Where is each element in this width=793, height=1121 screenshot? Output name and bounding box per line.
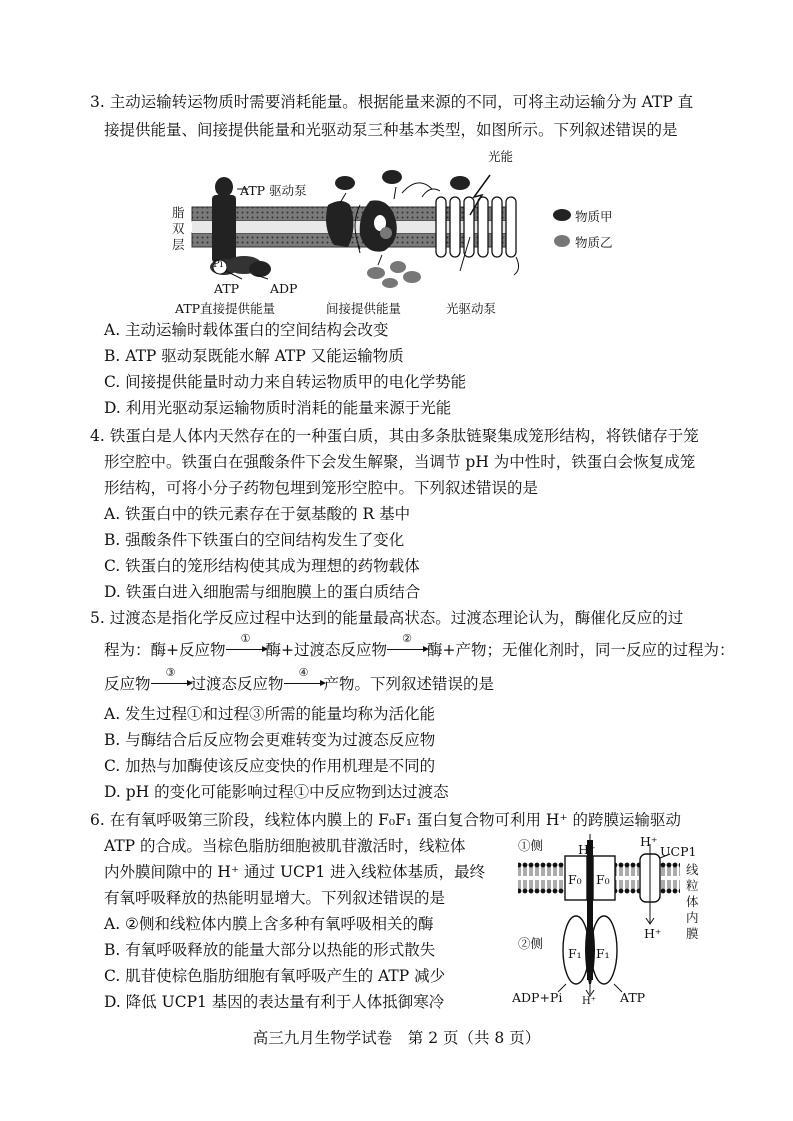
membrane-label-1: 线 bbox=[686, 862, 699, 877]
membrane-label-2: 粒 bbox=[686, 878, 699, 893]
q5-stem-line2 bbox=[104, 632, 735, 660]
light-energy-label: 光能 bbox=[488, 149, 514, 164]
step-4-label: ④ bbox=[298, 666, 309, 679]
ucp1-label: UCP1 bbox=[660, 844, 697, 859]
lipid-label-2: 双 bbox=[172, 221, 185, 236]
q4-option-b: B. 强酸条件下铁蛋白的空间结构发生了变化 bbox=[104, 531, 405, 549]
q5-option-a: A. 发生过程①和过程③所需的能量均称为活化能 bbox=[104, 705, 436, 723]
step-2-label: ② bbox=[402, 632, 412, 645]
caption-indirect: 间接提供能量 bbox=[326, 301, 402, 316]
q6-option-b: B. 有氧呼吸释放的能量大部分以热能的形式散失 bbox=[104, 941, 436, 959]
adp-pi-label: ADP+Pi bbox=[512, 990, 563, 1005]
q3-stem-line1: 3. 主动运输转运物质时需要消耗能量。根据能量来源的不同，可将主动运输分为 ATP 直 bbox=[90, 93, 694, 111]
q3-option-b: B. ATP 驱动泵既能水解 ATP 又能运输物质 bbox=[104, 347, 404, 365]
q4-stem-line2: 形空腔中。铁蛋白在强酸条件下会发生解聚，当调节 pH 为中性时，铁蛋白会恢复成笼 bbox=[104, 453, 696, 471]
q5-l2-part-a: 程为：酶+反应物 bbox=[104, 641, 226, 659]
q6-stem-line3: 内外膜间隙中的 H⁺ 通过 UCP1 进入线粒体基质，最终 bbox=[104, 863, 486, 881]
membrane-label-4: 内 bbox=[686, 910, 699, 925]
q6-option-d: D. 降低 UCP1 基因的表达量有利于人体抵御寒冷 bbox=[104, 993, 445, 1011]
q6-stem-line2: ATP 的合成。当棕色脂肪细胞被肌苷激活时，线粒体 bbox=[104, 837, 466, 855]
pi-label: Pi bbox=[213, 259, 223, 270]
q5-option-d: D. pH 的变化可能影响过程①中反应物到达过渡态 bbox=[104, 783, 449, 801]
q5-option-c: C. 加热与加酶使该反应变快的作用机理是不同的 bbox=[104, 757, 436, 775]
q6-option-c: C. 肌苷使棕色脂肪细胞有氧呼吸产生的 ATP 减少 bbox=[104, 967, 446, 985]
reaction-arrow-3 bbox=[151, 666, 191, 694]
q3-figure bbox=[170, 145, 613, 320]
reaction-arrow-1 bbox=[226, 632, 266, 660]
q5-l2-part-c: 酶+产物；无催化剂时，同一反应的过程为： bbox=[427, 641, 735, 659]
lipid-label-1: 脂 bbox=[172, 205, 185, 220]
q6-option-a: A. ②侧和线粒体内膜上含多种有氧呼吸相关的酶 bbox=[104, 915, 434, 933]
f1-label-b: F₁ bbox=[596, 946, 610, 961]
atp-label: ATP bbox=[214, 281, 240, 296]
reaction-arrow-2 bbox=[387, 632, 427, 660]
q5-l3-part-c: 产物。下列叙述错误的是 bbox=[323, 675, 495, 693]
q4-option-d: D. 铁蛋白进入细胞需与细胞膜上的蛋白质结合 bbox=[104, 583, 421, 601]
f1-label-a: F₁ bbox=[568, 946, 582, 961]
membrane-label-3: 体 bbox=[686, 894, 699, 909]
atp-output-label: ATP bbox=[620, 990, 646, 1005]
q3-option-a: A. 主动运输时载体蛋白的空间结构会改变 bbox=[104, 321, 389, 339]
step-1-label: ① bbox=[240, 632, 251, 645]
side-2-label: ②侧 bbox=[518, 936, 544, 951]
membrane-label-5: 膜 bbox=[686, 926, 699, 941]
caption-direct: ATP直接提供能量 bbox=[175, 301, 276, 316]
proton-label-3: H⁺ bbox=[644, 926, 662, 941]
step-3-label: ③ bbox=[165, 666, 176, 679]
q6-stem-line4: 有氧呼吸释放的热能明显增大。下列叙述错误的是 bbox=[104, 889, 446, 907]
proton-label-2: H⁺ bbox=[640, 834, 658, 849]
lipid-label-3: 层 bbox=[172, 237, 185, 252]
f0-label-a: F₀ bbox=[568, 872, 582, 887]
proton-label-1: H⁺ bbox=[578, 842, 596, 857]
q5-option-b: B. 与酶结合后反应物会更难转变为过渡态反应物 bbox=[104, 731, 436, 749]
q4-option-c: C. 铁蛋白的笼形结构使其成为理想的药物载体 bbox=[104, 557, 420, 575]
q5-stem-line1: 5. 过渡态是指化学反应过程中达到的能量最高状态。过渡态理论认为，酶催化反应的过 bbox=[90, 609, 684, 627]
caption-light: 光驱动泵 bbox=[446, 301, 497, 316]
q5-l3-part-a: 反应物 bbox=[104, 675, 151, 693]
q4-stem-line1: 4. 铁蛋白是人体内天然存在的一种蛋白质，其由多条肽链聚集成笼形结构，将铁储存于笼 bbox=[90, 427, 699, 445]
proton-label-4: H⁺ bbox=[582, 996, 596, 1007]
q6-stem-line1: 6. 在有氧呼吸第三阶段，线粒体内膜上的 F₀F₁ 蛋白复合物可利用 H⁺ 的跨膜运输驱动 bbox=[90, 811, 682, 829]
q5-l3-part-b: 过渡态反应物 bbox=[190, 675, 284, 693]
page-footer: 高三九月生物学试卷 第 2 页（共 8 页） bbox=[252, 1029, 541, 1047]
q6-figure bbox=[510, 830, 710, 1010]
atp-pump-label: ATP 驱动泵 bbox=[240, 183, 307, 198]
side-1-label: ①侧 bbox=[518, 838, 544, 853]
q3-stem-line2: 接提供能量、间接提供能量和光驱动泵三种基本类型，如图所示。下列叙述错误的是 bbox=[104, 121, 678, 139]
legend-substance-a: 物质甲 bbox=[575, 209, 613, 224]
q4-option-a: A. 铁蛋白中的铁元素存在于氨基酸的 R 基中 bbox=[104, 505, 411, 523]
reaction-arrow-4 bbox=[284, 666, 324, 694]
q5-stem-line3 bbox=[104, 666, 495, 694]
q3-option-c: C. 间接提供能量时动力来自转运物质甲的电化学势能 bbox=[104, 373, 467, 391]
legend-substance-b: 物质乙 bbox=[575, 235, 613, 250]
q5-l2-part-b: 酶+过渡态反应物 bbox=[265, 641, 387, 659]
q4-stem-line3: 形结构，可将小分子药物包埋到笼形空腔中。下列叙述错误的是 bbox=[104, 479, 539, 497]
q3-option-d: D. 利用光驱动泵运输物质时消耗的能量来源于光能 bbox=[104, 399, 452, 417]
f0-label-b: F₀ bbox=[596, 872, 610, 887]
adp-label: ADP bbox=[270, 281, 298, 296]
